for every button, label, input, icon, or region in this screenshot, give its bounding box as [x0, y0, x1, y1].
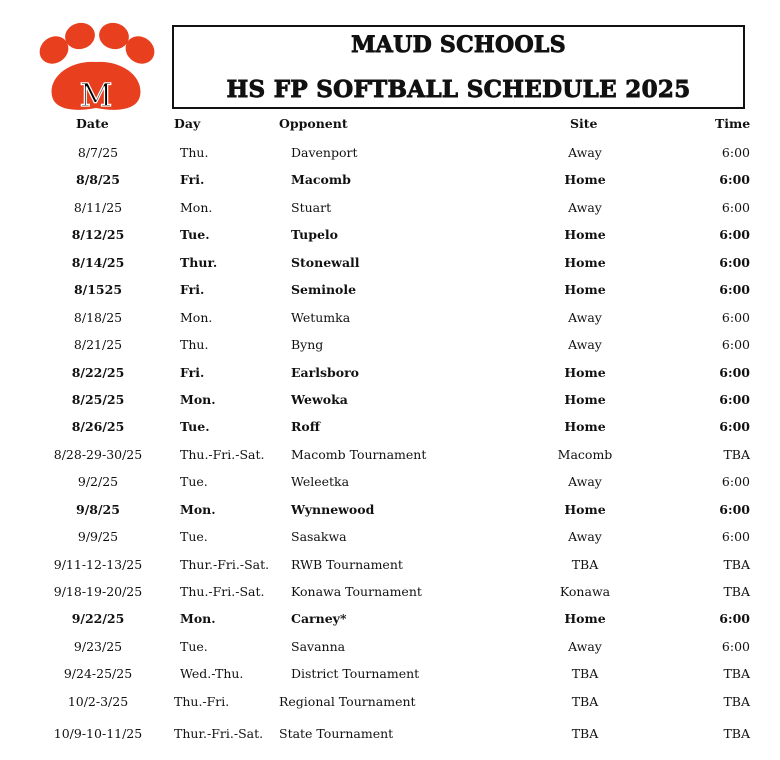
cell-site: TBA	[571, 693, 599, 709]
cell-time: TBA	[723, 726, 750, 742]
cell-day: Thur.-Fri.-Sat.	[180, 556, 270, 572]
cell-time: 6:00	[719, 227, 750, 243]
cell-day: Thur.	[180, 254, 218, 270]
cell-day: Tue.	[180, 227, 210, 243]
cell-day: Thu.-Fri.-Sat.	[180, 446, 265, 462]
cell-site: TBA	[571, 556, 599, 572]
cell-day: Tue.	[180, 529, 208, 545]
header-opponent: Opponent	[279, 116, 348, 131]
cell-site: Away	[568, 638, 602, 654]
cell-opponent: Wetumka	[291, 309, 351, 325]
cell-day: Tue.	[180, 638, 208, 654]
cell-site: Home	[564, 611, 606, 627]
cell-date: 8/11/25	[73, 199, 123, 215]
cell-time: 6:00	[719, 282, 750, 298]
table-row	[0, 385, 780, 412]
cell-time: 6:00	[721, 474, 750, 490]
cell-time: 6:00	[721, 337, 750, 353]
schedule-table	[0, 138, 780, 747]
table-row	[0, 165, 780, 192]
title-box	[172, 25, 745, 109]
cell-time: 6:00	[721, 309, 750, 325]
cell-time: TBA	[723, 584, 750, 599]
table-row	[0, 632, 780, 659]
cell-time: 6:00	[719, 254, 750, 270]
cell-site: Home	[564, 282, 606, 298]
header-time: Time	[715, 116, 751, 131]
table-header	[0, 116, 780, 134]
cell-opponent: Wewoka	[291, 391, 348, 407]
cell-time: 6:00	[719, 501, 750, 517]
cell-day: Thu.	[180, 145, 209, 160]
cell-day: Fri.	[180, 364, 205, 380]
cell-site: Home	[564, 391, 606, 407]
cell-date: 8/28-29-30/25	[53, 446, 143, 462]
cell-day: Tue.	[180, 419, 210, 435]
cell-time: 6:00	[721, 638, 750, 654]
table-row	[0, 577, 780, 604]
cell-time: 6:00	[719, 364, 750, 380]
cell-day: Fri.	[180, 282, 205, 298]
cell-date: 8/26/25	[71, 419, 125, 435]
cell-date: 8/25/25	[71, 391, 125, 407]
cell-date: 9/24-25/25	[63, 666, 133, 682]
title-schedule: HS FP SOFTBALL SCHEDULE 2025	[226, 76, 691, 103]
cell-date: 10/9-10-11/25	[53, 726, 143, 742]
cell-date: 9/23/25	[73, 638, 123, 654]
cell-day: Fri.	[180, 172, 205, 188]
cell-site: Home	[564, 172, 606, 188]
table-row	[0, 330, 780, 357]
cell-site: Away	[568, 474, 602, 490]
cell-site: Away	[568, 145, 602, 160]
cell-opponent: Macomb Tournament	[291, 446, 427, 462]
cell-day: Mon.	[180, 391, 216, 407]
cell-day: Thu.	[180, 337, 209, 353]
cell-opponent: Sasakwa	[291, 529, 347, 545]
header-date: Date	[76, 116, 109, 131]
cell-time: TBA	[723, 556, 750, 572]
table-row	[0, 138, 780, 165]
table-row	[0, 687, 780, 714]
cell-opponent: Byng	[291, 337, 324, 353]
cell-opponent: RWB Tournament	[291, 556, 403, 572]
cell-date: 8/1525	[73, 282, 123, 298]
table-row	[0, 659, 780, 686]
cell-site: Away	[568, 309, 602, 325]
cell-opponent: Roff	[291, 419, 320, 435]
cell-opponent: Davenport	[291, 145, 358, 160]
cell-opponent: Weleetka	[291, 474, 350, 490]
cell-time: 6:00	[721, 199, 750, 215]
table-row	[0, 719, 780, 746]
cell-day: Tue.	[180, 474, 208, 490]
header-site: Site	[570, 116, 598, 131]
header-day: Day	[174, 116, 201, 131]
cell-site: Home	[564, 419, 606, 435]
cell-day: Thur.-Fri.-Sat.	[174, 726, 264, 742]
cell-date: 8/18/25	[73, 309, 123, 325]
title-school: MAUD SCHOOLS	[351, 32, 566, 58]
cell-day: Thu.-Fri.	[174, 693, 230, 709]
cell-date: 9/2/25	[77, 474, 119, 490]
cell-time: TBA	[723, 666, 750, 682]
table-row	[0, 522, 780, 549]
table-row	[0, 412, 780, 439]
cell-day: Thu.-Fri.-Sat.	[180, 584, 265, 599]
cell-date: 9/22/25	[71, 611, 125, 627]
cell-site: Home	[564, 254, 606, 270]
cell-site: Home	[564, 501, 606, 517]
table-row	[0, 303, 780, 330]
cell-opponent: Seminole	[291, 282, 357, 298]
cell-day: Mon.	[180, 199, 213, 215]
table-row	[0, 248, 780, 275]
cell-date: 8/8/25	[76, 172, 120, 188]
cell-time: 6:00	[719, 172, 750, 188]
table-row	[0, 358, 780, 385]
paw-logo	[30, 22, 162, 114]
table-row	[0, 220, 780, 247]
cell-site: Away	[568, 199, 602, 215]
cell-day: Mon.	[180, 309, 213, 325]
table-row	[0, 495, 780, 522]
cell-opponent: Stuart	[291, 199, 332, 215]
cell-date: 8/7/25	[77, 145, 119, 160]
cell-date: 9/11-12-13/25	[53, 556, 143, 572]
cell-opponent: Carney*	[291, 611, 347, 627]
cell-time: TBA	[723, 446, 750, 462]
cell-date: 8/22/25	[71, 364, 125, 380]
cell-time: 6:00	[719, 419, 750, 435]
cell-day: Mon.	[180, 611, 216, 627]
cell-opponent: Konawa Tournament	[291, 584, 422, 599]
cell-opponent: Macomb	[291, 172, 351, 188]
cell-time: 6:00	[719, 611, 750, 627]
cell-opponent: District Tournament	[291, 666, 420, 682]
cell-opponent: Wynnewood	[291, 501, 375, 517]
table-row	[0, 193, 780, 220]
cell-date: 10/2-3/25	[67, 693, 129, 709]
cell-site: Away	[568, 337, 602, 353]
cell-day: Wed.-Thu.	[180, 666, 244, 682]
cell-site: TBA	[571, 666, 599, 682]
cell-date: 8/12/25	[71, 227, 125, 243]
table-row	[0, 467, 780, 494]
cell-opponent: State Tournament	[279, 726, 394, 742]
cell-date: 8/21/25	[73, 337, 123, 353]
cell-site: TBA	[571, 726, 599, 742]
cell-time: 6:00	[721, 145, 750, 160]
cell-date: 9/18-19-20/25	[53, 584, 143, 599]
table-row	[0, 604, 780, 631]
cell-site: Home	[564, 227, 606, 243]
cell-date: 9/8/25	[76, 501, 120, 517]
cell-date: 9/9/25	[77, 529, 119, 545]
cell-date: 8/14/25	[71, 254, 125, 270]
table-row	[0, 275, 780, 302]
table-row	[0, 550, 780, 577]
cell-opponent: Stonewall	[291, 254, 360, 270]
table-row	[0, 440, 780, 467]
cell-time: TBA	[723, 693, 750, 709]
cell-opponent: Savanna	[291, 638, 346, 654]
cell-opponent: Regional Tournament	[279, 693, 416, 709]
paw-letter: M	[79, 76, 113, 114]
cell-time: 6:00	[721, 529, 750, 545]
cell-site: Away	[568, 529, 602, 545]
cell-time: 6:00	[719, 391, 750, 407]
cell-opponent: Tupelo	[291, 227, 339, 243]
cell-site: Home	[564, 364, 606, 380]
cell-site: Konawa	[559, 584, 611, 599]
cell-site: Macomb	[557, 446, 613, 462]
cell-opponent: Earlsboro	[291, 364, 359, 380]
cell-day: Mon.	[180, 501, 216, 517]
